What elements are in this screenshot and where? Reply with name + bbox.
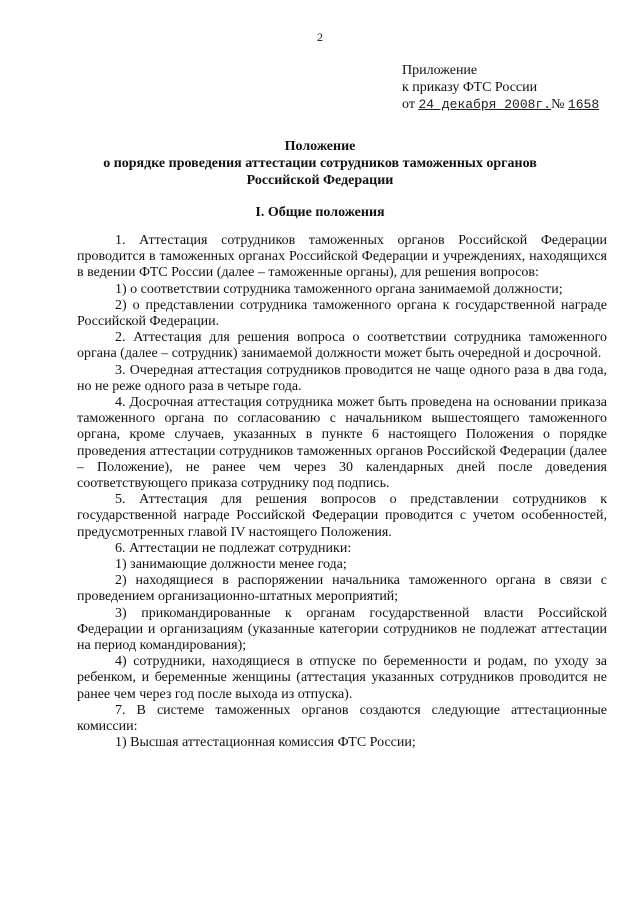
paragraph: 4. Досрочная аттестация сотрудника может быть проведена на основании приказа таможенного органа по согласованию с начальником вышестоящего таможенного органа, кроме случаев, указанных в пункте 6 настоящего Положения о порядке проведения аттестации сотрудников таможенных органов Российской Федерации (далее – Положение), не ранее чем через 30 календарных дней после доведения соответствующего приказа сотруднику под подпись. [77,395,607,492]
number-prefix: № [551,97,565,112]
paragraph: 6. Аттестации не подлежат сотрудники: [115,540,352,556]
page-number: 2 [317,30,323,44]
paragraph: 1. Аттестация сотрудников таможенных органов Российской Федерации проводится в таможенных органах Российской Федерации и учреждениях, находящихся в ведении ФТС России (далее – таможенные органы), для решения вопросов: [77,233,607,281]
paragraph: 1) о соответствии сотрудника таможенного органа занимаемой должности; [115,281,563,297]
paragraph: 2) находящиеся в распоряжении начальника таможенного органа в связи с проведением организационно-штатных мероприятий; [77,573,607,605]
paragraph: 3) прикомандированные к органам государственной власти Российской Федерации и организациям (указанные категории сотрудников не подлежат аттестации на период командирования); [77,605,607,654]
title-line-3: Российской Федерации [246,173,394,188]
title-line-1: Положение [284,139,356,154]
paragraph: 1) занимающие должности менее года; [115,557,347,573]
handwritten-date: 24 декабря 2008г. [418,97,552,112]
date-prefix: от [402,97,415,112]
appendix-date-line [402,96,599,113]
document-title [0,138,640,189]
paragraph: 2. Аттестация для решения вопроса о соответствии сотрудника таможенного органа (далее – сотрудник) занимаемой должности может быть очередной и досрочной. [77,330,607,362]
document-body [77,233,607,752]
appendix-block [402,62,599,113]
paragraph: 7. В системе таможенных органов создаются следующие аттестационные комиссии: [77,702,607,735]
paragraph: 1) Высшая аттестационная комиссия ФТС России; [115,735,416,751]
paragraph: 4) сотрудники, находящиеся в отпуске по беременности и родам, по уходу за ребенком, и беременные женщины (аттестация указанных сотрудников проводится не ранее чем через год после выхода из отпуска). [77,654,607,702]
title-line-2: о порядке проведения аттестации сотрудников таможенных органов [103,156,537,171]
paragraph: 3. Очередная аттестация сотрудников проводится не чаще одного раза в два года, но не реже одного раза в четыре года. [77,362,607,394]
paragraph: 5. Аттестация для решения вопросов о представлении сотрудников к государственной награде Российской Федерации проводится с учетом особенностей, предусмотренных главой IV настоящего Положения. [77,492,607,540]
appendix-line-2: к приказу ФТС России [402,80,538,95]
handwritten-number: 1658 [567,97,600,112]
paragraph: 2) о представлении сотрудника таможенного органа к государственной награде Российской Федерации. [77,297,607,330]
appendix-line-1: Приложение [402,63,478,78]
section-heading: I. Общие положения [255,205,385,220]
